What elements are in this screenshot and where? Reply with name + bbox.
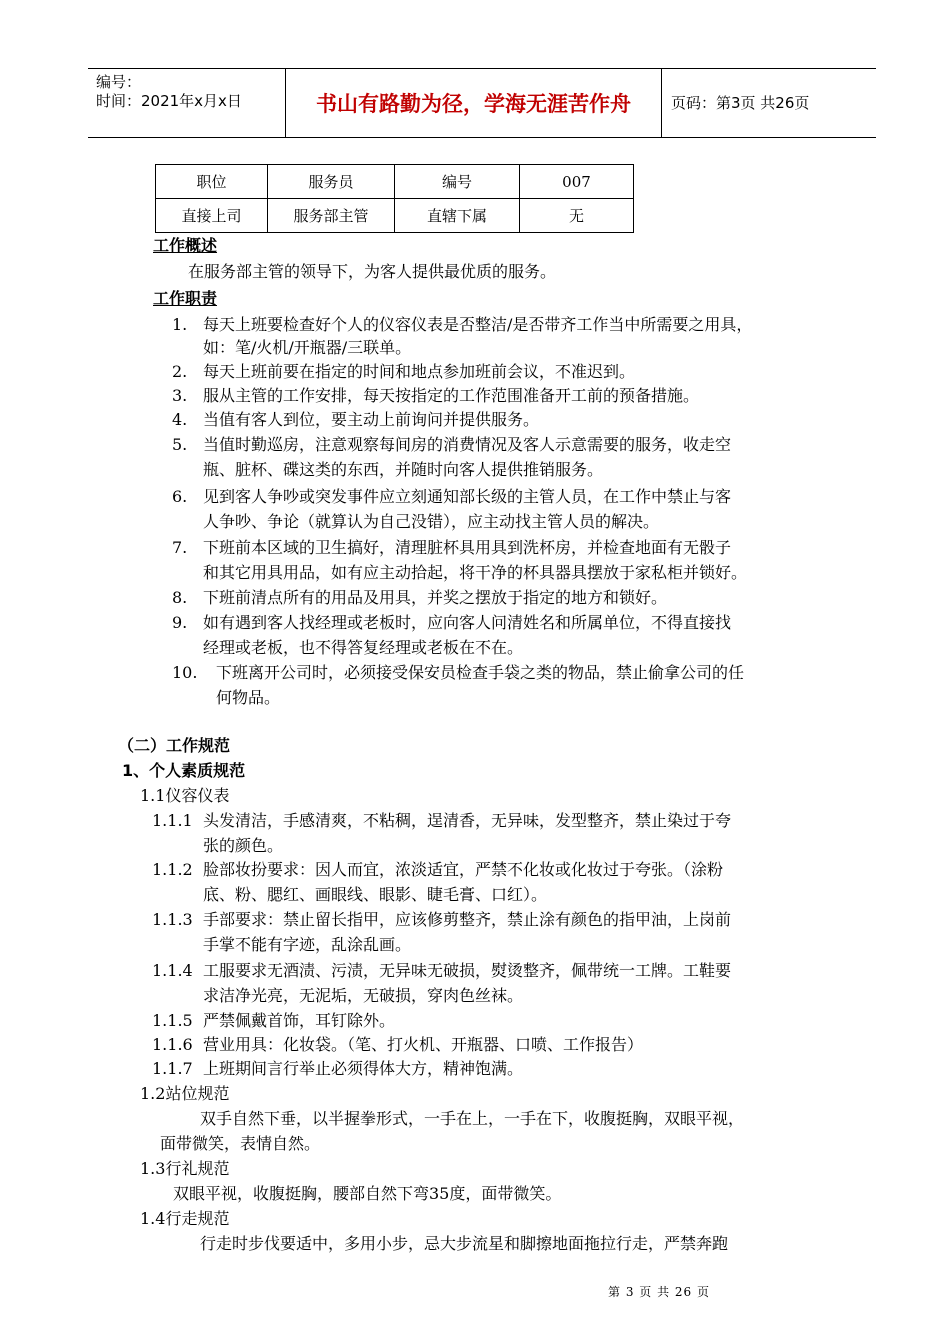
appearance-item-text: 手部要求：禁止留长指甲，应该修剪整齐，禁止涂有颜色的指甲油，上岗前	[203, 910, 732, 929]
appearance-item-text: 手掌不能有字迹，乱涂乱画。	[203, 935, 412, 954]
personal-quality-heading: 1、个人素质规范	[122, 761, 246, 780]
norms-heading: （二）工作规范	[118, 736, 231, 755]
appearance-item-number: 1.1.7	[152, 1059, 193, 1078]
standing-heading: 1.2站位规范	[140, 1084, 230, 1103]
header-page-cell	[661, 69, 876, 137]
duty-number: 9.	[172, 613, 188, 632]
duty-number: 2.	[172, 362, 188, 381]
duty-text: 和其它用具用品，如有应主动拾起，将干净的杯具器具摆放于家私柜并锁好。	[203, 563, 748, 582]
appearance-heading: 1.1仪容仪表	[140, 786, 230, 805]
duty-number: 8.	[172, 588, 188, 607]
header-meta	[88, 69, 285, 137]
duty-text: 经理或老板，也不得答复经理或老板在不在。	[203, 638, 524, 657]
appearance-item-number: 1.1.6	[152, 1035, 193, 1054]
appearance-item-number: 1.1.5	[152, 1011, 193, 1030]
duties-heading: 工作职责	[153, 289, 218, 308]
appearance-item-text: 上班期间言行举止必须得体大方，精神饱满。	[203, 1059, 524, 1078]
salute-text: 双眼平视，收腹挺胸，腰部自然下弯35度，面带微笑。	[173, 1184, 562, 1203]
appearance-item-text: 求洁净光亮，无泥垢，无破损，穿肉色丝袜。	[203, 986, 524, 1005]
duty-text: 如有遇到客人找经理或老板时，应向客人问清姓名和所属单位，不得直接找	[203, 613, 732, 632]
duty-text: 下班离开公司时，必须接受保安员检查手袋之类的物品，禁止偷拿公司的任	[216, 663, 745, 682]
header-page-label: 页码：第3页 共26页	[671, 93, 810, 112]
duty-text: 服从主管的工作安排，每天按指定的工作范围准备开工前的预备措施。	[203, 386, 700, 405]
walking-text: 行走时步伐要适中，多用小步，忌大步流星和脚擦地面拖拉行走，严禁奔跑	[200, 1234, 729, 1253]
duty-number: 10.	[172, 663, 198, 682]
standing-text: 双手自然下垂，以半握拳形式，一手在上，一手在下，收腹挺胸，双眼平视，	[200, 1109, 745, 1128]
header-motto-cell	[285, 69, 662, 137]
duty-text: 人争吵、争论（就算认为自己没错），应主动找主管人员的解决。	[203, 512, 660, 531]
table-cell: 直接上司	[156, 199, 268, 233]
duty-text: 下班前本区域的卫生搞好，清理脏杯具用具到洗杯房，并检查地面有无骰子	[203, 538, 732, 557]
appearance-item-number: 1.1.2	[152, 860, 193, 879]
duty-number: 3.	[172, 386, 188, 405]
appearance-item-text: 严禁佩戴首饰，耳钉除外。	[203, 1011, 396, 1030]
appearance-item-text: 营业用具：化妆袋。（笔、打火机、开瓶器、口喷、工作报告）	[203, 1035, 644, 1054]
table-cell: 职位	[156, 165, 268, 199]
appearance-item-number: 1.1.4	[152, 961, 193, 980]
duty-text: 当值时勤巡房，注意观察每间房的消费情况及客人示意需要的服务，收走空	[203, 435, 732, 454]
appearance-item-text: 头发清洁，手感清爽，不粘稠，逞清香，无异味，发型整齐，禁止染过于夸	[203, 811, 732, 830]
duty-text: 当值有客人到位，要主动上前询问并提供服务。	[203, 410, 540, 429]
duty-text: 每天上班要检查好个人的仪容仪表是否整洁/是否带齐工作当中所需要之用具，	[203, 315, 753, 334]
duty-number: 6.	[172, 487, 188, 506]
appearance-item-number: 1.1.1	[152, 811, 193, 830]
table-cell: 无	[520, 199, 634, 233]
appearance-item-number: 1.1.3	[152, 910, 193, 929]
table-row	[156, 199, 634, 233]
walking-heading: 1.4行走规范	[140, 1209, 230, 1228]
duty-text: 每天上班前要在指定的时间和地点参加班前会议，不准迟到。	[203, 362, 636, 381]
appearance-item-text: 张的颜色。	[203, 836, 284, 855]
page-footer: 第 3 页 共 26 页	[608, 1285, 710, 1299]
position-info-table	[155, 164, 634, 233]
duty-text: 见到客人争吵或突发事件应立刻通知部长级的主管人员，在工作中禁止与客	[203, 487, 732, 506]
appearance-item-text: 脸部妆扮要求：因人而宜，浓淡适宜，严禁不化妆或化妆过于夸张。（涂粉	[203, 860, 724, 879]
standing-text: 面带微笑，表情自然。	[160, 1134, 321, 1153]
document-number-label: 编号：	[96, 73, 142, 91]
table-cell: 服务部主管	[268, 199, 395, 233]
table-cell: 服务员	[268, 165, 395, 199]
table-cell: 007	[520, 165, 634, 199]
duty-text: 如：笔/火机/开瓶器/三联单。	[203, 338, 412, 357]
document-time-label: 时间：2021年x月x日	[96, 92, 242, 110]
table-cell: 直辖下属	[395, 199, 520, 233]
page-header	[88, 68, 876, 138]
duty-number: 4.	[172, 410, 188, 429]
overview-text: 在服务部主管的领导下，为客人提供最优质的服务。	[188, 262, 557, 281]
table-row	[156, 165, 634, 199]
salute-heading: 1.3行礼规范	[140, 1159, 230, 1178]
duty-number: 7.	[172, 538, 188, 557]
appearance-item-text: 底、粉、腮红、画眼线、眼影、睫毛膏、口红）。	[203, 885, 548, 904]
duty-text: 下班前清点所有的用品及用具，并奖之摆放于指定的地方和锁好。	[203, 588, 668, 607]
header-motto: 书山有路勤为径，学海无涯苦作舟	[316, 92, 631, 116]
duty-text: 瓶、脏杯、碟这类的东西，并随时向客人提供推销服务。	[203, 460, 604, 479]
appearance-item-text: 工服要求无酒渍、污渍，无异味无破损，熨烫整齐，佩带统一工牌。工鞋要	[203, 961, 732, 980]
duty-number: 5.	[172, 435, 188, 454]
overview-heading: 工作概述	[153, 236, 218, 255]
table-cell: 编号	[395, 165, 520, 199]
duty-text: 何物品。	[216, 688, 281, 707]
duty-number: 1.	[172, 315, 188, 334]
